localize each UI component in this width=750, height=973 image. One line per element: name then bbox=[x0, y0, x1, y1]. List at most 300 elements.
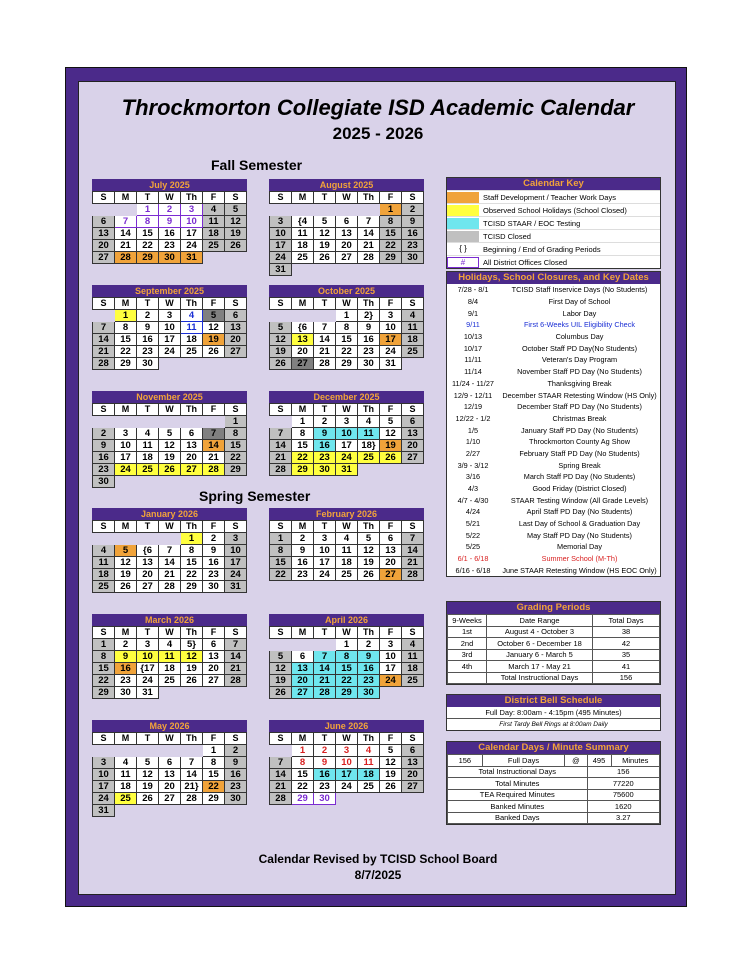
day-cell: 2 bbox=[225, 745, 247, 757]
key-date-row bbox=[447, 506, 660, 518]
day-cell: 10 bbox=[181, 216, 203, 228]
table-cell: 156 bbox=[593, 672, 660, 684]
day-cell: 11 bbox=[358, 428, 380, 440]
day-cell: 27 bbox=[380, 569, 402, 581]
day-cell: 10 bbox=[380, 651, 402, 663]
day-cell: 11 bbox=[203, 216, 225, 228]
day-cell: 6 bbox=[380, 533, 402, 545]
empty-cell bbox=[181, 476, 203, 488]
day-cell: 17 bbox=[93, 781, 115, 793]
day-cell: 12 bbox=[380, 428, 402, 440]
day-cell: 14 bbox=[314, 663, 336, 675]
key-date-row bbox=[447, 284, 660, 296]
day-cell: 29 bbox=[292, 793, 314, 805]
day-cell: 30 bbox=[314, 793, 336, 805]
key-date: 10/13 bbox=[463, 332, 483, 342]
weekday-header: F bbox=[203, 404, 225, 416]
day-cell: 25 bbox=[402, 346, 424, 358]
day-cell: 29 bbox=[292, 464, 314, 476]
day-cell: 6 bbox=[402, 416, 424, 428]
day-cell: 8 bbox=[380, 216, 402, 228]
weekday-header: W bbox=[336, 733, 358, 745]
key-date-description: Spring Break bbox=[558, 460, 601, 470]
day-cell: 30 bbox=[358, 358, 380, 370]
weekday-header: Th bbox=[181, 521, 203, 533]
weekday-header: S bbox=[225, 733, 247, 745]
day-cell: 20 bbox=[336, 240, 358, 252]
key-date-row bbox=[447, 436, 660, 448]
weekday-header: S bbox=[270, 627, 292, 639]
day-cell: 12 bbox=[314, 228, 336, 240]
weekday-header: S bbox=[93, 733, 115, 745]
day-cell: 9 bbox=[314, 428, 336, 440]
day-cell: 3 bbox=[115, 428, 137, 440]
empty-cell bbox=[380, 464, 402, 476]
day-cell: 14 bbox=[203, 440, 225, 452]
empty-cell bbox=[181, 687, 203, 699]
day-cell: 6 bbox=[181, 428, 203, 440]
day-cell: 8 bbox=[93, 651, 115, 663]
weekday-header: S bbox=[402, 404, 424, 416]
day-cell: 26 bbox=[380, 452, 402, 464]
day-cell: 13 bbox=[203, 651, 225, 663]
day-cell: 19 bbox=[181, 663, 203, 675]
key-date-row bbox=[447, 471, 660, 483]
weekday-header: M bbox=[115, 404, 137, 416]
day-cell: 7 bbox=[225, 639, 247, 651]
key-swatch: { } bbox=[447, 244, 479, 255]
day-cell: 14 bbox=[225, 651, 247, 663]
day-cell: 10 bbox=[159, 322, 181, 334]
day-cell: 1 bbox=[115, 310, 137, 322]
table-cell: Date Range bbox=[487, 615, 593, 627]
weekday-header: M bbox=[115, 298, 137, 310]
day-cell: 26 bbox=[270, 358, 292, 370]
weekday-header: S bbox=[270, 192, 292, 204]
day-cell: 3 bbox=[93, 757, 115, 769]
weekday-header: Th bbox=[358, 521, 380, 533]
weekday-header: M bbox=[115, 733, 137, 745]
day-cell: 20 bbox=[292, 346, 314, 358]
day-cell: 21 bbox=[159, 569, 181, 581]
empty-cell bbox=[358, 464, 380, 476]
key-date-row bbox=[447, 378, 660, 390]
day-cell: 31 bbox=[336, 464, 358, 476]
day-cell: 4 bbox=[159, 639, 181, 651]
weekday-header: M bbox=[292, 627, 314, 639]
day-cell: 22 bbox=[225, 452, 247, 464]
day-cell: 22 bbox=[137, 240, 159, 252]
key-date: 11/14 bbox=[464, 367, 482, 377]
day-cell: 5 bbox=[115, 545, 137, 557]
weekday-header: T bbox=[314, 627, 336, 639]
day-cell: 29 bbox=[225, 464, 247, 476]
empty-cell bbox=[336, 793, 358, 805]
day-cell: 20 bbox=[181, 452, 203, 464]
day-cell: 12 bbox=[225, 216, 247, 228]
day-cell: 4 bbox=[115, 757, 137, 769]
key-date: 9/11 bbox=[466, 320, 480, 330]
day-cell: 20 bbox=[159, 781, 181, 793]
weekday-header: W bbox=[336, 192, 358, 204]
weekday-header: M bbox=[115, 521, 137, 533]
day-cell: 27 bbox=[225, 346, 247, 358]
empty-cell bbox=[115, 416, 137, 428]
key-date-description: Christmas Break bbox=[552, 413, 607, 423]
day-cell: 23 bbox=[137, 346, 159, 358]
summary-value: 1620 bbox=[587, 801, 659, 813]
day-cell: 24 bbox=[314, 569, 336, 581]
day-cell: 23 bbox=[314, 781, 336, 793]
day-cell: 23 bbox=[358, 346, 380, 358]
day-cell: 30 bbox=[314, 464, 336, 476]
day-cell: 19 bbox=[159, 452, 181, 464]
day-cell: 19 bbox=[270, 346, 292, 358]
key-date-description: October Staff PD Day(No Students) bbox=[521, 343, 638, 353]
day-cell: 7 bbox=[270, 428, 292, 440]
empty-cell bbox=[380, 793, 402, 805]
empty-cell bbox=[314, 310, 336, 322]
day-cell: 26 bbox=[358, 569, 380, 581]
day-cell: 26 bbox=[203, 346, 225, 358]
day-cell: 9 bbox=[93, 440, 115, 452]
empty-cell bbox=[225, 252, 247, 264]
weekday-header: Th bbox=[358, 627, 380, 639]
empty-cell bbox=[159, 476, 181, 488]
key-date: 11/24 - 11/27 bbox=[452, 378, 494, 388]
day-cell: 24 bbox=[225, 569, 247, 581]
weekday-header: T bbox=[137, 627, 159, 639]
day-cell: 28 bbox=[270, 464, 292, 476]
day-cell: 1 bbox=[181, 533, 203, 545]
school-year: 2025 - 2026 bbox=[332, 124, 424, 143]
key-date-row bbox=[447, 331, 660, 343]
day-cell: 6 bbox=[292, 651, 314, 663]
day-cell: 18 bbox=[292, 240, 314, 252]
key-row bbox=[447, 255, 660, 268]
day-cell: 15 bbox=[292, 769, 314, 781]
weekday-header: Th bbox=[358, 404, 380, 416]
day-cell: 12 bbox=[115, 557, 137, 569]
day-cell: 25 bbox=[402, 675, 424, 687]
key-row bbox=[447, 242, 660, 255]
day-cell: 26 bbox=[115, 581, 137, 593]
day-cell: 1 bbox=[93, 639, 115, 651]
day-cell: 8 bbox=[115, 322, 137, 334]
day-cell: 8 bbox=[292, 757, 314, 769]
weekday-header: F bbox=[380, 627, 402, 639]
day-cell: 14 bbox=[159, 557, 181, 569]
day-cell: 14 bbox=[270, 769, 292, 781]
weekday-header: F bbox=[203, 192, 225, 204]
day-cell: 5 bbox=[137, 757, 159, 769]
empty-cell bbox=[225, 476, 247, 488]
table-cell: 35 bbox=[593, 649, 660, 661]
bell-tardy-note: First Tardy Bell Rings at 8:00am Daily bbox=[499, 721, 608, 728]
day-cell: 9 bbox=[137, 322, 159, 334]
key-date: 5/22 bbox=[465, 530, 481, 540]
day-cell: 1 bbox=[270, 533, 292, 545]
day-cell: 5 bbox=[380, 416, 402, 428]
day-cell: 7 bbox=[203, 428, 225, 440]
day-cell: 20 bbox=[402, 769, 424, 781]
day-cell: 18 bbox=[336, 557, 358, 569]
day-cell: 25 bbox=[137, 464, 159, 476]
day-cell: 23 bbox=[159, 240, 181, 252]
empty-cell bbox=[314, 204, 336, 216]
day-cell: 15 bbox=[336, 663, 358, 675]
day-cell: 24 bbox=[380, 675, 402, 687]
day-cell: 3 bbox=[380, 310, 402, 322]
empty-cell bbox=[115, 533, 137, 545]
weekday-header: S bbox=[225, 627, 247, 639]
day-cell: 30 bbox=[203, 581, 225, 593]
day-cell: 11 bbox=[93, 557, 115, 569]
day-cell: 21 bbox=[358, 240, 380, 252]
empty-cell bbox=[225, 687, 247, 699]
day-cell: 1 bbox=[203, 745, 225, 757]
day-cell: {6 bbox=[137, 545, 159, 557]
table-cell: 156 bbox=[448, 755, 483, 767]
empty-cell bbox=[270, 310, 292, 322]
day-cell: 22 bbox=[336, 346, 358, 358]
day-cell: 15 bbox=[203, 769, 225, 781]
day-cell: 24 bbox=[115, 464, 137, 476]
empty-cell bbox=[115, 745, 137, 757]
empty-cell bbox=[203, 476, 225, 488]
day-cell: 30 bbox=[225, 793, 247, 805]
key-date-row bbox=[447, 366, 660, 378]
empty-cell bbox=[402, 264, 424, 276]
day-cell: 5 bbox=[380, 745, 402, 757]
day-cell: 29 bbox=[137, 252, 159, 264]
day-cell: 7 bbox=[314, 322, 336, 334]
table-cell: 4th bbox=[448, 661, 487, 673]
day-cell: 23 bbox=[402, 240, 424, 252]
day-cell: 1 bbox=[380, 204, 402, 216]
month-calendar bbox=[269, 614, 424, 699]
table-cell: 3rd bbox=[448, 649, 487, 661]
empty-cell bbox=[159, 745, 181, 757]
key-row bbox=[447, 216, 660, 229]
day-cell: 27 bbox=[292, 358, 314, 370]
day-cell: 20 bbox=[137, 569, 159, 581]
day-cell: 11 bbox=[181, 322, 203, 334]
day-cell: 4 bbox=[358, 416, 380, 428]
day-cell: 19 bbox=[115, 569, 137, 581]
weekday-header: Th bbox=[181, 298, 203, 310]
empty-cell bbox=[358, 264, 380, 276]
weekday-header: S bbox=[270, 521, 292, 533]
day-cell: 16 bbox=[203, 557, 225, 569]
day-cell: 11 bbox=[292, 228, 314, 240]
day-cell: 29 bbox=[203, 793, 225, 805]
day-cell: 15 bbox=[137, 228, 159, 240]
weekday-header: F bbox=[380, 298, 402, 310]
day-cell: 15 bbox=[115, 334, 137, 346]
day-cell: 5 bbox=[270, 322, 292, 334]
weekday-header: F bbox=[380, 733, 402, 745]
day-cell: 7 bbox=[115, 216, 137, 228]
day-cell: 27 bbox=[181, 464, 203, 476]
summary-title: Calendar Days / Minute Summary bbox=[447, 742, 660, 754]
day-cell: 10 bbox=[93, 769, 115, 781]
day-cell: 27 bbox=[203, 675, 225, 687]
day-cell: 21 bbox=[270, 781, 292, 793]
month-calendar bbox=[92, 720, 247, 817]
weekday-header: S bbox=[225, 192, 247, 204]
key-date-description: Good Friday (District Closed) bbox=[532, 484, 627, 494]
holidays-panel bbox=[446, 271, 661, 577]
day-cell: 14 bbox=[93, 334, 115, 346]
day-cell: 20 bbox=[203, 663, 225, 675]
month-title: November 2025 bbox=[92, 391, 247, 403]
day-cell: 22 bbox=[336, 675, 358, 687]
day-cell: 25 bbox=[203, 240, 225, 252]
day-cell: 23 bbox=[93, 464, 115, 476]
day-cell: 24 bbox=[93, 793, 115, 805]
month-title: October 2025 bbox=[269, 285, 424, 297]
day-cell: 18 bbox=[203, 228, 225, 240]
key-date-description: November Staff PD Day (No Students) bbox=[517, 367, 642, 377]
day-cell: 23 bbox=[358, 675, 380, 687]
key-date-row bbox=[447, 494, 660, 506]
month-title: March 2026 bbox=[92, 614, 247, 626]
day-cell: 3 bbox=[336, 416, 358, 428]
weekday-header: W bbox=[336, 298, 358, 310]
key-row bbox=[447, 203, 660, 216]
day-cell: 22 bbox=[292, 452, 314, 464]
day-cell: 25 bbox=[115, 793, 137, 805]
table-cell: 38 bbox=[593, 626, 660, 638]
day-cell: 11 bbox=[402, 651, 424, 663]
calendar-key-title: Calendar Key bbox=[447, 178, 660, 190]
empty-cell bbox=[159, 805, 181, 817]
day-cell: 28 bbox=[93, 358, 115, 370]
day-cell: 4 bbox=[402, 639, 424, 651]
day-cell: 13 bbox=[137, 557, 159, 569]
day-cell: 14 bbox=[181, 769, 203, 781]
day-cell: 24 bbox=[159, 346, 181, 358]
empty-cell bbox=[336, 264, 358, 276]
day-cell: 25 bbox=[181, 346, 203, 358]
day-cell: 3 bbox=[380, 639, 402, 651]
weekday-header: W bbox=[159, 298, 181, 310]
empty-cell bbox=[292, 264, 314, 276]
day-cell: 14 bbox=[402, 545, 424, 557]
day-cell: 14 bbox=[314, 334, 336, 346]
day-cell: 8 bbox=[181, 545, 203, 557]
day-cell: 25 bbox=[93, 581, 115, 593]
day-cell: 30 bbox=[115, 687, 137, 699]
day-cell: 21 bbox=[93, 346, 115, 358]
day-cell: 28 bbox=[314, 358, 336, 370]
key-date: 12/19 bbox=[463, 402, 483, 412]
weekday-header: M bbox=[292, 733, 314, 745]
key-date: 6/16 - 6/18 bbox=[455, 565, 491, 575]
empty-cell bbox=[159, 416, 181, 428]
day-cell: 6 bbox=[225, 310, 247, 322]
day-cell: 16 bbox=[402, 228, 424, 240]
day-cell: 6 bbox=[336, 216, 358, 228]
day-cell: 27 bbox=[336, 252, 358, 264]
day-cell: 27 bbox=[402, 781, 424, 793]
weekday-header: F bbox=[380, 192, 402, 204]
table-cell: @ bbox=[565, 755, 587, 767]
day-cell: 8 bbox=[292, 428, 314, 440]
month-title: April 2026 bbox=[269, 614, 424, 626]
key-date: 12/22 - 1/2 bbox=[455, 413, 491, 423]
empty-cell bbox=[402, 358, 424, 370]
day-cell: 22 bbox=[93, 675, 115, 687]
bell-schedule-panel bbox=[446, 694, 661, 731]
day-cell: 21 bbox=[270, 452, 292, 464]
weekday-header: F bbox=[203, 298, 225, 310]
day-cell: 18 bbox=[402, 334, 424, 346]
key-label: All District Offices Closed bbox=[483, 257, 568, 267]
weekday-header: S bbox=[225, 404, 247, 416]
day-cell: 4 bbox=[203, 204, 225, 216]
day-cell: 17 bbox=[380, 663, 402, 675]
day-cell: 17 bbox=[380, 334, 402, 346]
day-cell: 10 bbox=[336, 428, 358, 440]
day-cell: 18 bbox=[358, 769, 380, 781]
key-label: Staff Development / Teacher Work Days bbox=[483, 192, 616, 202]
day-cell: {17 bbox=[137, 663, 159, 675]
day-cell: 1 bbox=[336, 310, 358, 322]
table-cell: Minutes bbox=[611, 755, 659, 767]
weekday-header: S bbox=[270, 298, 292, 310]
day-cell: 20 bbox=[402, 440, 424, 452]
weekday-header: Th bbox=[181, 192, 203, 204]
day-cell: 31 bbox=[380, 358, 402, 370]
key-date-row bbox=[447, 553, 660, 565]
day-cell: 2 bbox=[93, 428, 115, 440]
key-date-row bbox=[447, 307, 660, 319]
empty-cell bbox=[137, 476, 159, 488]
summary-label: Banked Days bbox=[448, 812, 588, 824]
empty-cell bbox=[93, 204, 115, 216]
table-cell: October 6 - December 18 bbox=[487, 638, 593, 650]
day-cell: 19 bbox=[203, 334, 225, 346]
day-cell: 10 bbox=[314, 545, 336, 557]
day-cell: 12 bbox=[358, 545, 380, 557]
day-cell: 16 bbox=[314, 440, 336, 452]
weekday-header: M bbox=[292, 521, 314, 533]
empty-cell bbox=[270, 204, 292, 216]
key-date-row bbox=[447, 459, 660, 471]
day-cell: 28 bbox=[225, 675, 247, 687]
day-cell: 13 bbox=[380, 545, 402, 557]
day-cell: 2 bbox=[314, 745, 336, 757]
empty-cell bbox=[292, 204, 314, 216]
weekday-header: W bbox=[336, 404, 358, 416]
bell-title: District Bell Schedule bbox=[447, 695, 660, 707]
day-cell: 7 bbox=[159, 545, 181, 557]
day-cell: 22 bbox=[203, 781, 225, 793]
key-date-description: Veteran's Day Program bbox=[541, 355, 618, 365]
empty-cell bbox=[159, 533, 181, 545]
day-cell: 9 bbox=[225, 757, 247, 769]
holidays-title: Holidays, School Closures, and Key Dates bbox=[447, 272, 660, 284]
table-cell: Full Days bbox=[482, 755, 565, 767]
day-cell: 7 bbox=[314, 651, 336, 663]
empty-cell bbox=[292, 310, 314, 322]
table-cell: 495 bbox=[587, 755, 611, 767]
empty-cell bbox=[93, 745, 115, 757]
day-cell: 30 bbox=[402, 252, 424, 264]
day-cell: 13 bbox=[225, 322, 247, 334]
